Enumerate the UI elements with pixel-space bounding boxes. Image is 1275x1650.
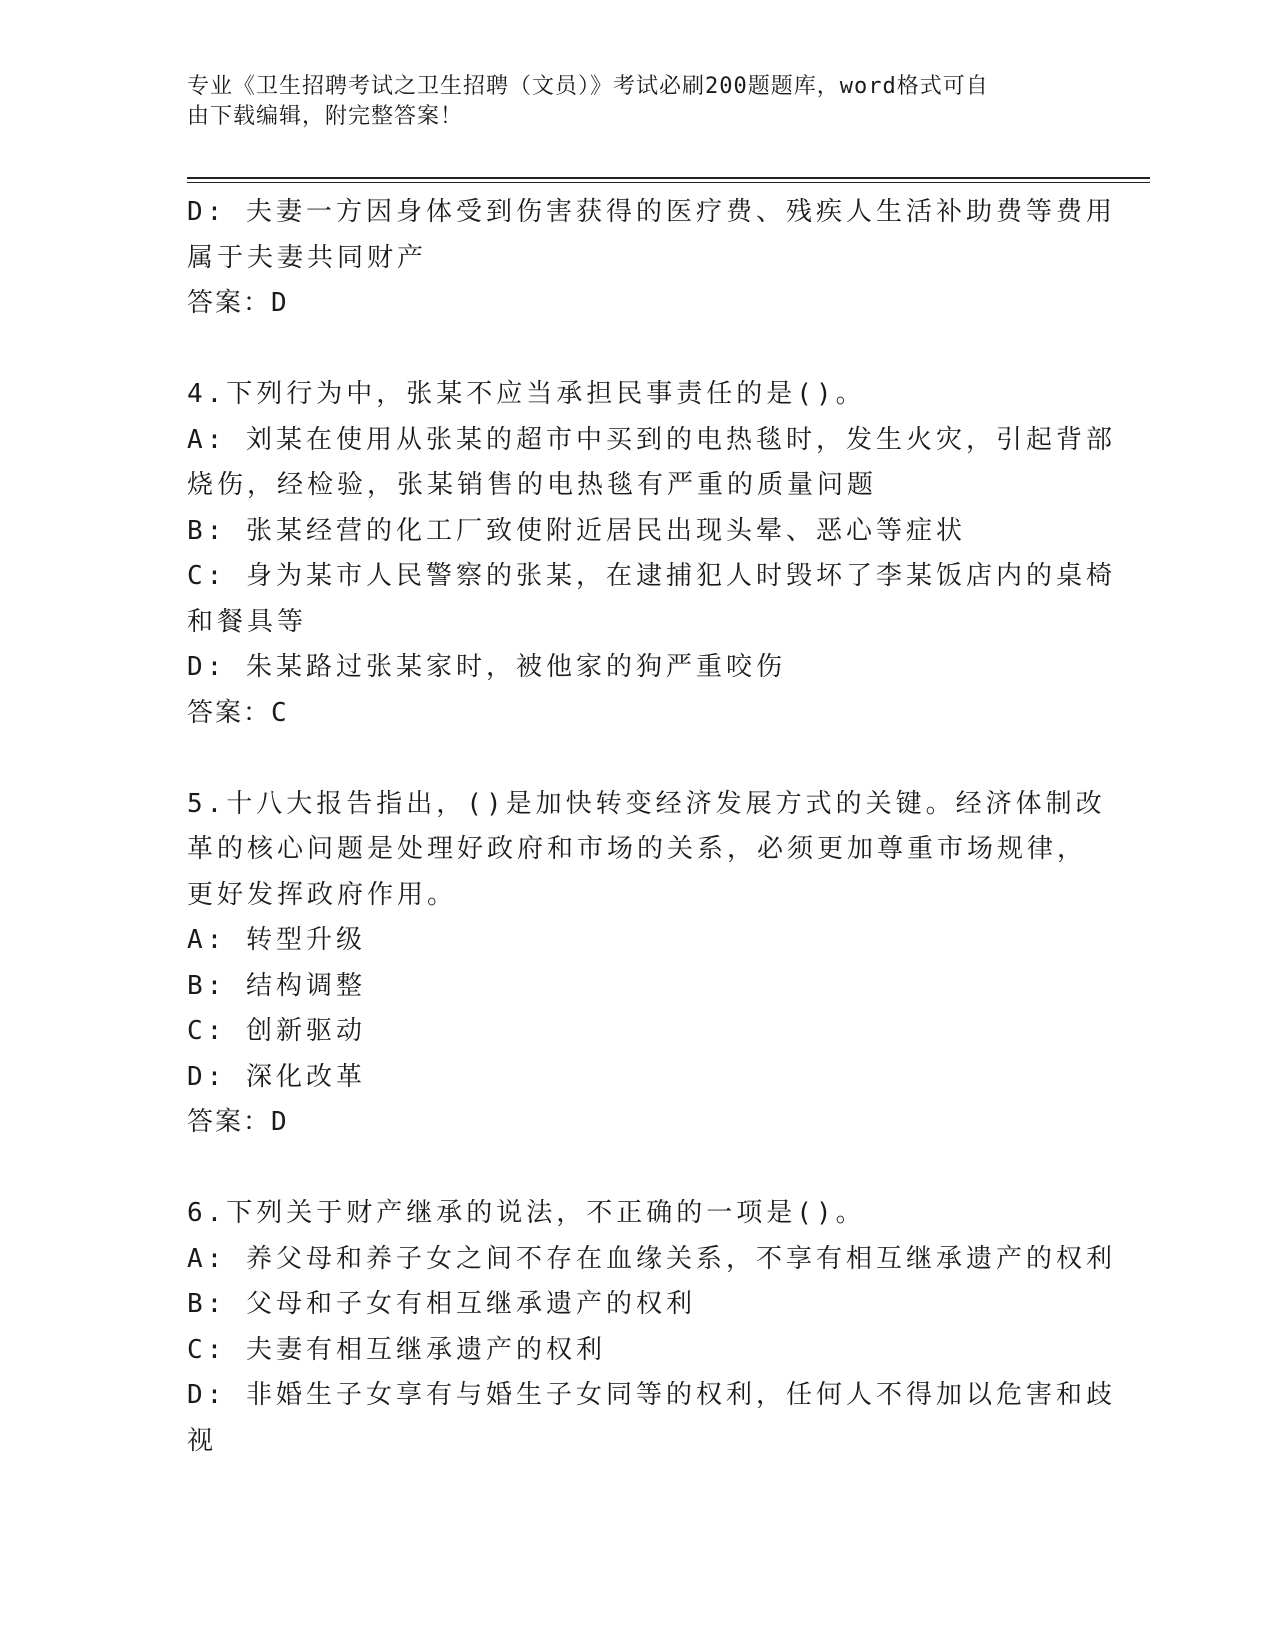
spacer: [187, 327, 1077, 373]
q4-option-d: D: 朱某路过张某家时，被他家的狗严重咬伤: [187, 652, 786, 682]
q4-option-a-line-2: 烧伤，经检验，张某销售的电热毯有严重的质量问题: [187, 470, 878, 500]
q3-answer: 答案：D: [187, 288, 289, 318]
q5-option-c: C: 创新驱动: [187, 1016, 366, 1046]
q5-option-a: A: 转型升级: [187, 925, 366, 955]
q3-option-d-line-1: D: 夫妻一方因身体受到伤害获得的医疗费、残疾人生活补助费等费用: [187, 197, 1116, 227]
q6-option-b: B: 父母和子女有相互继承遗产的权利: [187, 1289, 696, 1319]
header-divider-thin: [187, 182, 1150, 183]
header-line-1: 专业《卫生招聘考试之卫生招聘（文员）》考试必刷200题题库，word格式可自: [187, 74, 989, 99]
question-list: [187, 190, 1116, 1464]
header-divider-thick: [187, 177, 1150, 179]
question-4: [187, 372, 1116, 736]
q4-option-a-line-1: A: 刘某在使用从张某的超市中买到的电热毯时，发生火灾，引起背部: [187, 424, 1116, 455]
q4-option-c-line-2: 和餐具等: [187, 606, 308, 637]
q6-stem: 6.下列关于财产继承的说法，不正确的一项是()。: [187, 1198, 866, 1228]
q3-option-d-line-2: 属于夫妻共同财产: [187, 242, 428, 273]
q4-option-b: B: 张某经营的化工厂致使附近居民出现头晕、恶心等症状: [187, 515, 966, 546]
q5-stem-line-2: 革的核心问题是处理好政府和市场的关系，必须更加尊重市场规律，: [187, 834, 1088, 864]
q6-option-c: C: 夫妻有相互继承遗产的权利: [187, 1334, 606, 1365]
header-line-2: 由下载编辑，附完整答案！: [187, 104, 464, 129]
q4-answer: 答案：C: [187, 697, 289, 728]
spacer: [187, 1146, 1077, 1192]
q5-stem-line-3: 更好发挥政府作用。: [187, 879, 458, 910]
q4-option-c-line-1: C: 身为某市人民警察的张某，在逮捕犯人时毁坏了李某饭店内的桌椅: [187, 561, 1116, 591]
q6-option-d-line-2: 视: [187, 1425, 218, 1456]
question-3-tail: [187, 190, 1116, 327]
q5-option-b: B: 结构调整: [187, 970, 366, 1001]
question-5: [187, 782, 1106, 1146]
q5-stem-line-1: 5.十八大报告指出，()是加快转变经济发展方式的关键。经济体制改: [187, 788, 1106, 819]
page-header: [187, 72, 1087, 132]
spacer: [187, 736, 1077, 782]
q4-stem: 4.下列行为中，张某不应当承担民事责任的是()。: [187, 379, 866, 409]
question-6: [187, 1191, 1116, 1464]
q5-answer: 答案：D: [187, 1107, 289, 1137]
q6-option-d-line-1: D: 非婚生子女享有与婚生子女同等的权利，任何人不得加以危害和歧: [187, 1380, 1116, 1410]
q6-option-a: A: 养父母和养子女之间不存在血缘关系，不享有相互继承遗产的权利: [187, 1243, 1116, 1274]
q5-option-d: D: 深化改革: [187, 1061, 366, 1092]
